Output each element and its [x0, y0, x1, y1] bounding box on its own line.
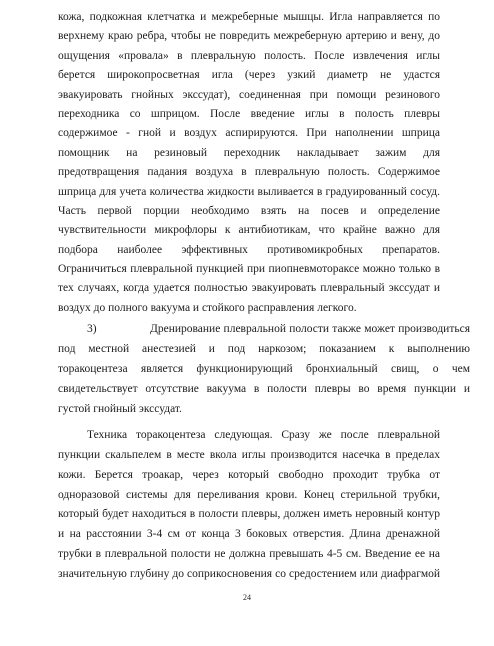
text-line: Часть первой порции необходимо взять на посев и определение [58, 204, 440, 217]
text-line: переходника со шприцом. После введение иглы в полость плевры [58, 107, 440, 120]
text-line: свидетельствует отсутствие вакуума в полости плевры во время пункции и [58, 383, 470, 395]
text-line: торакоцентеза является функционирующий бронхиальный свищ, о чем [58, 363, 470, 375]
text-line: под местной анестезией и под наркозом; показанием к выполнению [58, 343, 470, 355]
numbered-line [58, 319, 470, 339]
paragraph [58, 8, 440, 318]
text-line: кожи. Берется троакар, через который свободно проходит трубка от [58, 468, 440, 481]
text-line: Техника торакоцентеза следующая. Сразу же после плевральной [87, 429, 440, 441]
text-line: предотвращения падания воздуха в плевральную полость. Содержимое [58, 166, 440, 179]
text-line: трубки в плевральной полости не должна превышать 4-5 см. Введение ее на [58, 548, 440, 561]
paragraph [58, 426, 440, 585]
text-line: густой гнойный экссудат. [58, 403, 182, 415]
text-line: который будет находиться в полости плевры, должен иметь неровный контур [58, 508, 440, 521]
page-number: 24 [243, 593, 251, 602]
text-line: пункции скальпелем в месте вкола иглы производится насечка в пределах [58, 448, 440, 461]
text-line: кожа, подкожная клетчатка и межреберные мышцы. Игла направляется по [58, 11, 440, 23]
text-line: шприца для учета количества жидкости выливается в градуированный сосуд. [58, 185, 440, 198]
text-line: и на расстоянии 3-4 см от конца 3 боковых отверстия. Длина дренажной [58, 528, 440, 541]
list-marker: 3) [87, 323, 97, 335]
text-line: эвакуировать гнойных экссудат), соединенная при помощи резинового [58, 88, 440, 101]
text-line: берется широкопросветная игла (через узкий диаметр не удастся [58, 69, 440, 82]
text-line: чувствительности микрофлоры к антибиотикам, что крайне важно для [58, 224, 440, 237]
text-line: одноразовой системы для переливания крови. Конец стерильной трубки, [58, 488, 440, 501]
numbered-paragraph [58, 319, 470, 419]
text-line: подбора наиболее эффективных противомикробных препаратов. [58, 243, 440, 256]
text-line: воздух до полного вакуума и стойкого расправления легкого. [58, 301, 357, 314]
text-line: помощник на резиновый переходник накладывает зажим для [58, 146, 440, 159]
text-line: ощущения «провала» в плевральную полость. После извлечения иглы [58, 49, 440, 62]
text-line: содержимое - гной и воздух аспирируются. При наполнении шприца [58, 127, 440, 140]
text-line: Дренирование плевральной полости также может производиться [150, 323, 470, 335]
text-line: значительную глубину до соприкосновения со средостением или диафрагмой [58, 568, 440, 581]
text-line: тех случаях, когда удается полностью эвакуировать плевральный экссудат и [58, 282, 440, 295]
text-line: верхнему краю ребра, чтобы не повредить межреберную артерию и вену, до [58, 30, 440, 43]
text-line: Ограничиться плевральной пункцией при пиопневмотораксе можно только в [58, 263, 440, 276]
